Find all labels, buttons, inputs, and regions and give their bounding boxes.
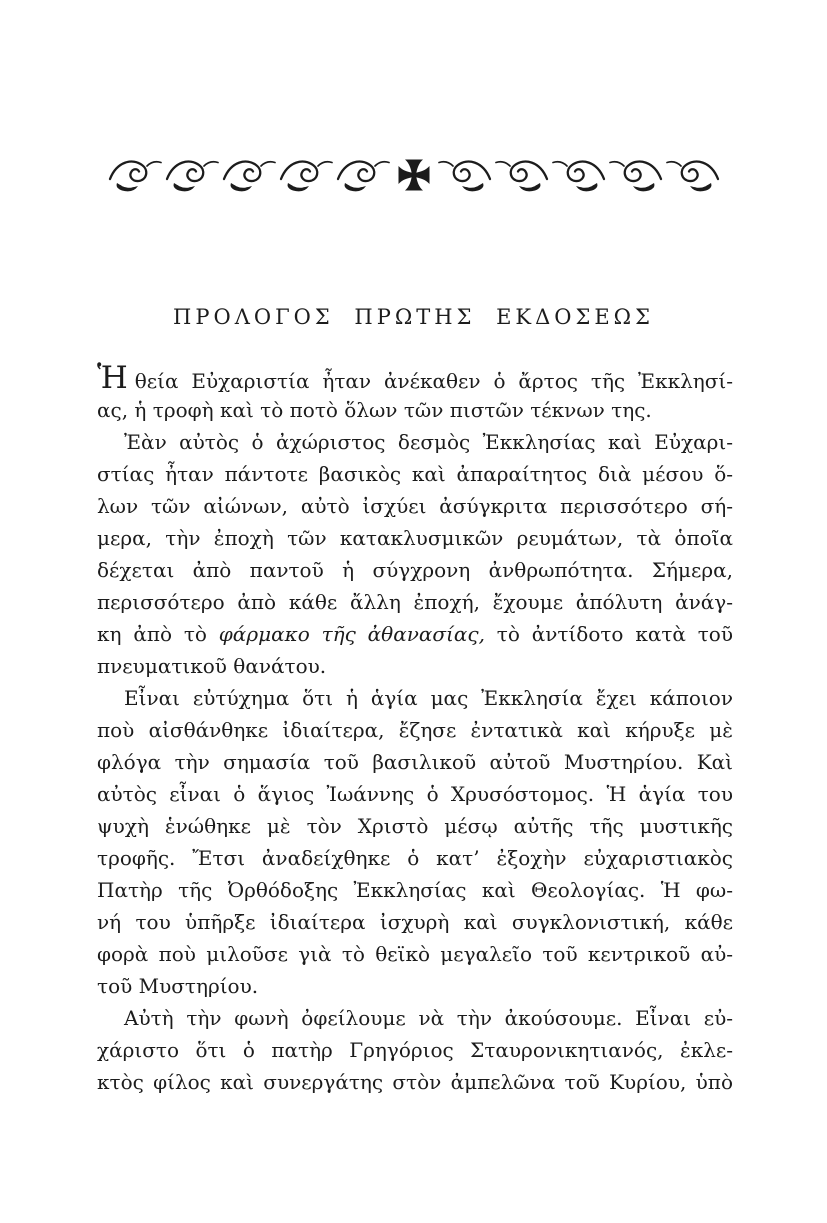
text-line [97,426,733,458]
text-segment: στίας ἦταν πάντοτε βασικὸς καὶ ἀπαραίτητος διὰ μέσου ὅ- [97,462,733,486]
text-segment: Ἐὰν αὐτὸς ὁ ἀχώριστος δεσμὸς Ἐκκλησίας καὶ Εὐχαρι- [124,430,733,454]
text-segment: Αὐτὴ τὴν φωνὴ ὀφείλουμε νὰ τὴν ἀκούσουμε. Εἶναι εὐ- [124,1006,733,1030]
scroll-flourish-right [439,162,718,192]
text-line [97,938,733,970]
text-line [97,1066,733,1098]
scrollwork-divider [108,152,720,198]
text-segment: φορὰ ποὺ μιλοῦσε γιὰ τὸ θεϊκὸ μεγαλεῖο τοῦ κεντρικοῦ αὐ- [97,942,733,966]
text-segment: θεία Εὐχαριστία ἦταν ἀνέκαθεν ὁ ἄρτος τῆς Ἐκκλησί- [134,369,733,393]
text-line [97,714,733,746]
text-block [97,362,733,1098]
text-line [97,554,733,586]
text-line [97,1034,733,1066]
text-segment: λων τῶν αἰώνων, αὐτὸ ἰσχύει ἀσύγκριτα περισσότερο σή- [97,494,733,518]
page-title: ΠΡΟΛΟΓΟΣ ΠΡΩΤΗΣ ΕΚΔΟΣΕΩΣ [173,305,654,330]
text-segment: ψυχὴ ἑνώθηκε μὲ τὸν Χριστὸ μέσῳ αὐτῆς τῆς μυστικῆς [97,814,733,838]
text-segment: πνευματικοῦ θανάτου. [97,654,327,678]
text-segment: περισσότερο ἀπὸ κάθε ἄλλη ἐποχή, ἔχουμε ἀπόλυτη ἀνάγ- [97,590,733,614]
text-segment: μερα, τὴν ἐποχὴ τῶν κατακλυσμικῶν ρευμάτων, τὰ ὁποῖα [97,526,733,550]
header-ornament [0,152,827,198]
scroll-flourish-left [110,162,389,192]
text-line [97,490,733,522]
text-line [97,522,733,554]
text-segment: δέχεται ἀπὸ παντοῦ ἡ σύγχρονη ἀνθρωπότητα. Σήμερα, [97,558,733,582]
text-line [97,842,733,874]
text-segment: φλόγα τὴν σημασία τοῦ βασιλικοῦ αὐτοῦ Μυστηρίου. Καὶ [97,750,733,774]
text-line [97,970,733,1002]
text-segment: χάριστο ὅτι ὁ πατὴρ Γρηγόριος Σταυρονικητιανός, ἐκλε- [97,1038,733,1062]
text-segment: κτὸς φίλος καὶ συνεργάτης στὸν ἀμπελῶνα τοῦ Κυρίου, ὑπὸ [97,1070,733,1094]
text-segment: κη ἀπὸ τὸ [97,622,207,646]
text-line [97,682,733,714]
drop-initial: Ἡ [97,360,128,396]
text-segment: Εἶναι εὐτύχημα ὅτι ἡ ἁγία μας Ἐκκλησία ἔχει κάποιον [124,686,733,710]
text-segment: ας, ἡ τροφὴ καὶ τὸ ποτὸ ὅλων τῶν πιστῶν τέκνων της. [97,398,652,422]
text-line [97,458,733,490]
cross-icon [398,160,429,191]
text-line [97,618,733,650]
text-line [97,1002,733,1034]
text-segment: ποὺ αἰσθάνθηκε ἰδιαίτερα, ἔζησε ἐντατικὰ καὶ κήρυξε μὲ [97,718,733,742]
italic-phrase: φάρμακο τῆς ἀθανασίας, [206,622,485,646]
text-line [97,778,733,810]
text-segment: τὸ ἀντίδοτο κατὰ τοῦ [484,622,733,646]
text-line [97,810,733,842]
text-line [97,586,733,618]
text-line [97,650,733,682]
text-segment: νή του ὑπῆρξε ἰδιαίτερα ἰσχυρὴ καὶ συγκλονιστική, κάθε [97,910,733,934]
text-line [97,394,733,426]
text-segment: Πατὴρ τῆς Ὀρθόδοξης Ἐκκλησίας καὶ Θεολογίας. Ἡ φω- [97,878,733,902]
text-segment: τροφῆς. Ἔτσι ἀναδείχθηκε ὁ κατ’ ἐξοχὴν εὐχαριστιακὸς [97,846,733,870]
text-line [97,746,733,778]
text-line [97,906,733,938]
text-line [97,874,733,906]
text-line [97,362,733,394]
text-segment: αὐτὸς εἶναι ὁ ἅγιος Ἰωάννης ὁ Χρυσόστομος. Ἡ ἁγία του [97,782,733,806]
text-segment: τοῦ Μυστηρίου. [97,974,259,998]
